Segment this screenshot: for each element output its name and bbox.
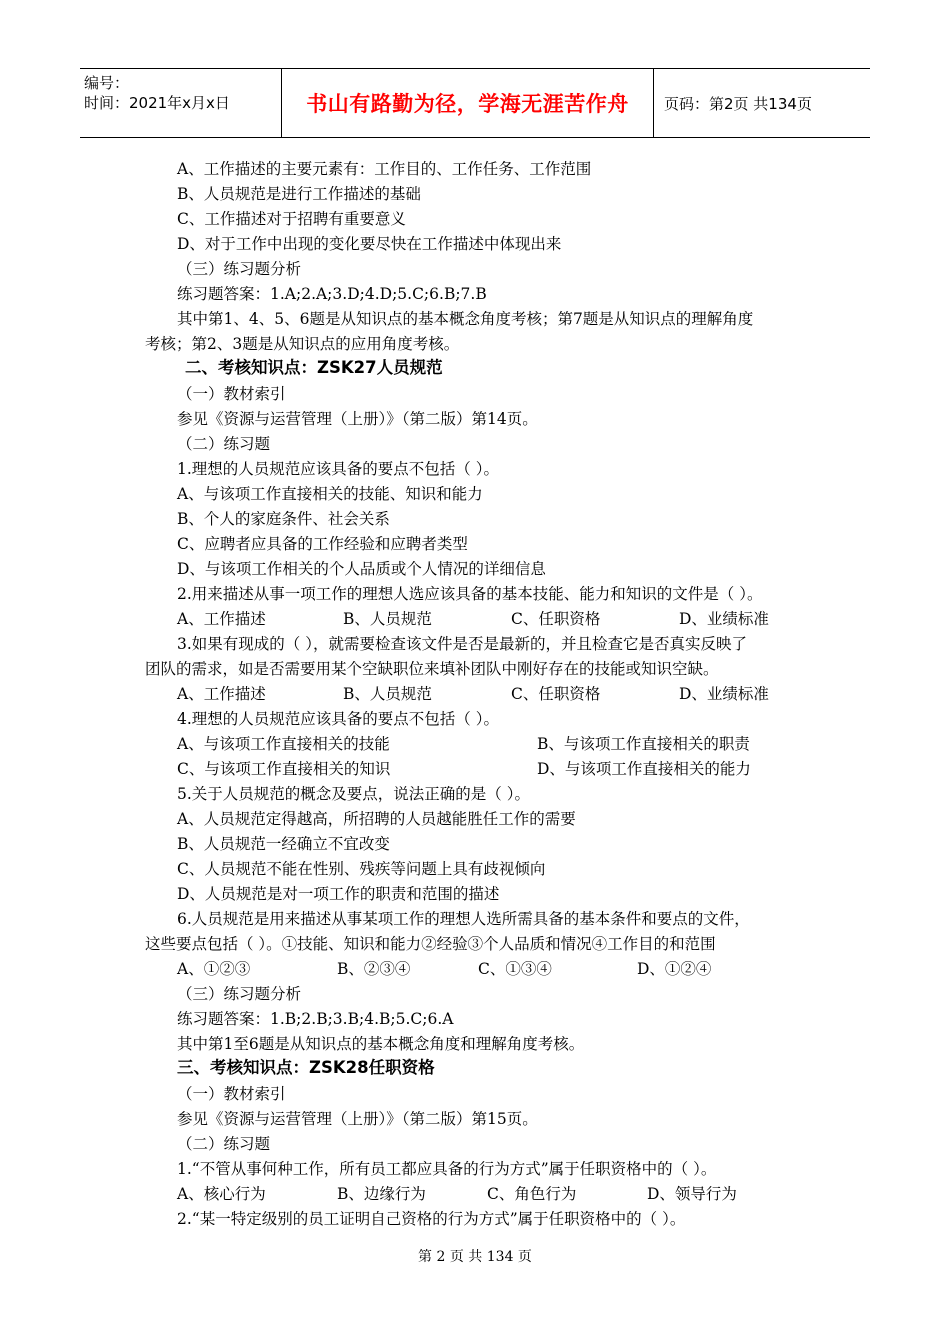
- option: B、②③④: [337, 960, 411, 978]
- option: D、①②④: [637, 960, 712, 978]
- option: A、工作描述: [177, 685, 266, 703]
- option: D、业绩标准: [679, 610, 769, 628]
- text-line: 5.关于人员规范的概念及要点，说法正确的是（ ）。: [177, 785, 530, 803]
- text-line: B、个人的家庭条件、社会关系: [177, 510, 390, 528]
- header-page-info: 页码：第2页 共134页: [664, 94, 812, 113]
- text-line: 练习题答案：1.A;2.A;3.D;4.D;5.C;6.B;7.B: [177, 285, 487, 303]
- text-line: （二）练习题: [177, 1135, 271, 1153]
- text-line: 1.“不管从事何种工作，所有员工都应具备的行为方式”属于任职资格中的（ ）。: [177, 1160, 717, 1178]
- option: C、①③④: [478, 960, 552, 978]
- option: D、业绩标准: [679, 685, 769, 703]
- option: B、人员规范: [343, 610, 432, 628]
- text-line: 2.用来描述从事一项工作的理想人选应该具备的基本技能、能力和知识的文件是（ ）。: [177, 585, 763, 603]
- option: A、①②③: [177, 960, 251, 978]
- text-line: B、人员规范一经确立不宜改变: [177, 835, 390, 853]
- page-header: [80, 68, 870, 138]
- text-line: 参见《资源与运营管理（上册）》（第二版）第14页。: [177, 410, 538, 428]
- option: C、与该项工作直接相关的知识: [177, 760, 391, 778]
- text-line: 6.人员规范是用来描述从事某项工作的理想人选所需具备的基本条件和要点的文件，: [177, 910, 750, 928]
- text-line: 参见《资源与运营管理（上册）》（第二版）第15页。: [177, 1110, 538, 1128]
- option: D、与该项工作直接相关的能力: [537, 760, 751, 778]
- text-line: 团队的需求，如是否需要用某个空缺职位来填补团队中刚好存在的技能或知识空缺。: [145, 660, 719, 678]
- text-line: A、与该项工作直接相关的技能、知识和能力: [177, 485, 483, 503]
- text-line: （一）教材索引: [177, 1085, 286, 1103]
- option: A、核心行为: [177, 1185, 266, 1203]
- text-line: B、人员规范是进行工作描述的基础: [177, 185, 421, 203]
- text-line: A、人员规范定得越高，所招聘的人员越能胜任工作的需要: [177, 810, 576, 828]
- header-number: 编号：: [84, 74, 130, 92]
- section-heading: 三、考核知识点：ZSK28任职资格: [177, 1058, 435, 1077]
- header-motto: 书山有路勤为径，学海无涯苦作舟: [282, 69, 654, 137]
- text-line: A、工作描述的主要元素有：工作目的、工作任务、工作范围: [177, 160, 592, 178]
- text-line: D、与该项工作相关的个人品质或个人情况的详细信息: [177, 560, 546, 578]
- text-line: 练习题答案：1.B;2.B;3.B;4.B;5.C;6.A: [177, 1010, 454, 1028]
- text-line: （一）教材索引: [177, 385, 286, 403]
- option: A、工作描述: [177, 610, 266, 628]
- header-time: 时间：2021年x月x日: [84, 94, 230, 112]
- text-line: 这些要点包括（ ）。①技能、知识和能力②经验③个人品质和情况④工作目的和范围: [145, 935, 716, 953]
- option: C、角色行为: [487, 1185, 577, 1203]
- section-heading: 二、考核知识点：ZSK27人员规范: [185, 358, 443, 377]
- text-line: 2.“某一特定级别的员工证明自己资格的行为方式”属于任职资格中的（ ）。: [177, 1210, 686, 1228]
- text-line: 其中第1至6题是从知识点的基本概念角度和理解角度考核。: [177, 1035, 585, 1053]
- text-line: 考核；第2、3题是从知识点的应用角度考核。: [145, 335, 460, 353]
- option: C、任职资格: [511, 685, 601, 703]
- text-line: C、应聘者应具备的工作经验和应聘者类型: [177, 535, 468, 553]
- option: C、任职资格: [511, 610, 601, 628]
- text-line: C、人员规范不能在性别、残疾等问题上具有歧视倾向: [177, 860, 546, 878]
- text-line: 4.理想的人员规范应该具备的要点不包括（ ）。: [177, 710, 499, 728]
- page-footer: 第 2 页 共 134 页: [418, 1249, 532, 1265]
- option: B、与该项工作直接相关的职责: [537, 735, 750, 753]
- option: B、人员规范: [343, 685, 432, 703]
- text-line: D、对于工作中出现的变化要尽快在工作描述中体现出来: [177, 235, 562, 253]
- option: D、领导行为: [647, 1185, 737, 1203]
- text-line: （三）练习题分析: [177, 985, 302, 1003]
- header-meta: [80, 69, 282, 137]
- option: B、边缘行为: [337, 1185, 426, 1203]
- text-line: D、人员规范是对一项工作的职责和范围的描述: [177, 885, 500, 903]
- text-line: 3.如果有现成的（ ），就需要检查该文件是否是最新的，并且检查它是否真实反映了: [177, 635, 747, 653]
- text-line: （二）练习题: [177, 435, 271, 453]
- text-line: 1.理想的人员规范应该具备的要点不包括（ ）。: [177, 460, 499, 478]
- text-line: C、工作描述对于招聘有重要意义: [177, 210, 406, 228]
- text-line: （三）练习题分析: [177, 260, 302, 278]
- option: A、与该项工作直接相关的技能: [177, 735, 390, 753]
- text-line: 其中第1、4、5、6题是从知识点的基本概念角度考核；第7题是从知识点的理解角度: [177, 310, 754, 328]
